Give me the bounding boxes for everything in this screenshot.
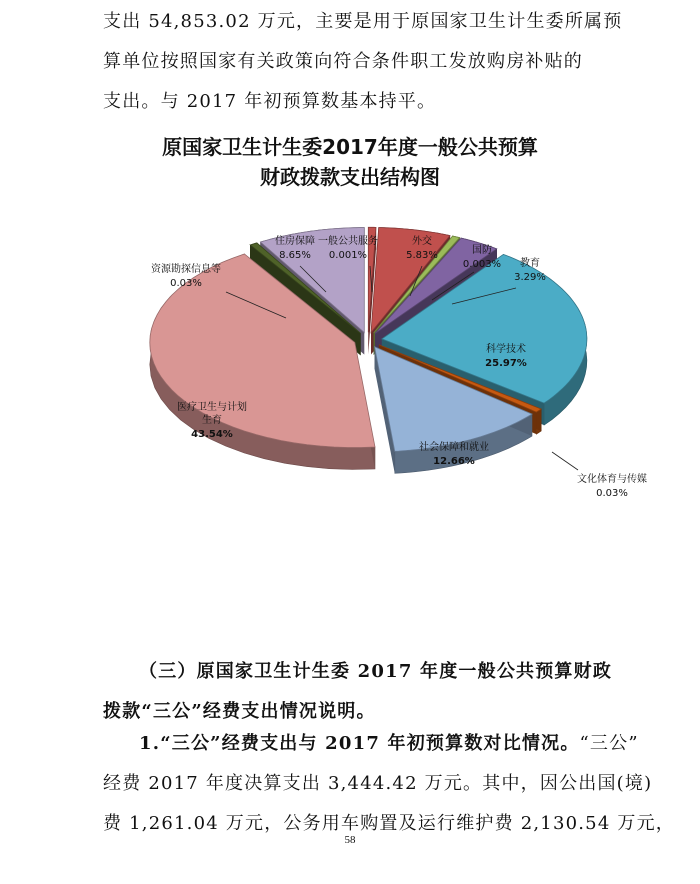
- subsection-paragraph: [103, 724, 675, 844]
- slice-label-value: 25.97%: [485, 358, 527, 369]
- subsection-title: 1.“三公”经费支出与 2017 年初预算数对比情况。: [139, 733, 580, 754]
- slice-label-name: 生育: [202, 415, 222, 426]
- slice-label-value: 5.83%: [406, 250, 438, 261]
- slice-label-name: 国防: [472, 245, 492, 256]
- slice-label-name: 一般公共服务: [318, 236, 378, 247]
- slice-label-name: 科学技术: [486, 344, 526, 355]
- section-heading-line-1: （三）原国家卫生计生委 2017 年度一般公共预算财政: [139, 661, 613, 682]
- section-heading-line-2: 拨款“三公”经费支出情况说明。: [103, 701, 376, 722]
- slice-label-name: 文化体育与传媒: [577, 474, 647, 485]
- pie-chart: [0, 200, 700, 530]
- slice-label-value: 0.003%: [462, 259, 502, 270]
- chart-title-line-2: 财政拨款支出结构图: [260, 165, 440, 189]
- slice-label-name: 医疗卫生与计划: [177, 402, 247, 413]
- body-line: 经费 2017 年度决算支出 3,444.42 万元。其中，因公出国(境): [103, 773, 653, 794]
- slice-label-value: 43.54%: [191, 429, 233, 440]
- slice-label-value: 12.66%: [433, 456, 475, 467]
- slice-label-value: 8.65%: [279, 250, 311, 261]
- intro-line: 算单位按照国家有关政策向符合条件职工发放购房补贴的: [103, 51, 583, 72]
- slice-label-name: 教育: [520, 258, 540, 269]
- subsection-first-line-rest: “三公”: [579, 733, 639, 754]
- slice-label-value: 0.03%: [170, 278, 202, 289]
- chart-title: [0, 132, 700, 192]
- intro-paragraph: [103, 2, 623, 122]
- page-number: 58: [344, 834, 356, 846]
- intro-line: 支出 54,853.02 万元，主要是用于原国家卫生计生委所属预: [103, 11, 623, 32]
- intro-line: 支出。与 2017 年初预算数基本持平。: [103, 91, 437, 112]
- slice-label-value: 3.29%: [514, 272, 546, 283]
- slice-label-name: 外交: [412, 236, 432, 247]
- slice-label-value: 0.001%: [328, 250, 368, 261]
- slice-label-name: 社会保障和就业: [419, 442, 489, 453]
- slice-label-name: 住房保障: [275, 236, 315, 247]
- leader-line: [552, 452, 578, 470]
- slice-label-name: 资源勘探信息等: [151, 264, 221, 275]
- slice-label-value: 0.03%: [596, 488, 628, 499]
- body-line: 费 1,261.04 万元，公务用车购置及运行维护费 2,130.54 万元，: [103, 813, 675, 834]
- chart-title-line-1: 原国家卫生计生委2017年度一般公共预算: [162, 135, 538, 159]
- subsection-first-line: [103, 724, 639, 764]
- section-heading: [103, 652, 623, 732]
